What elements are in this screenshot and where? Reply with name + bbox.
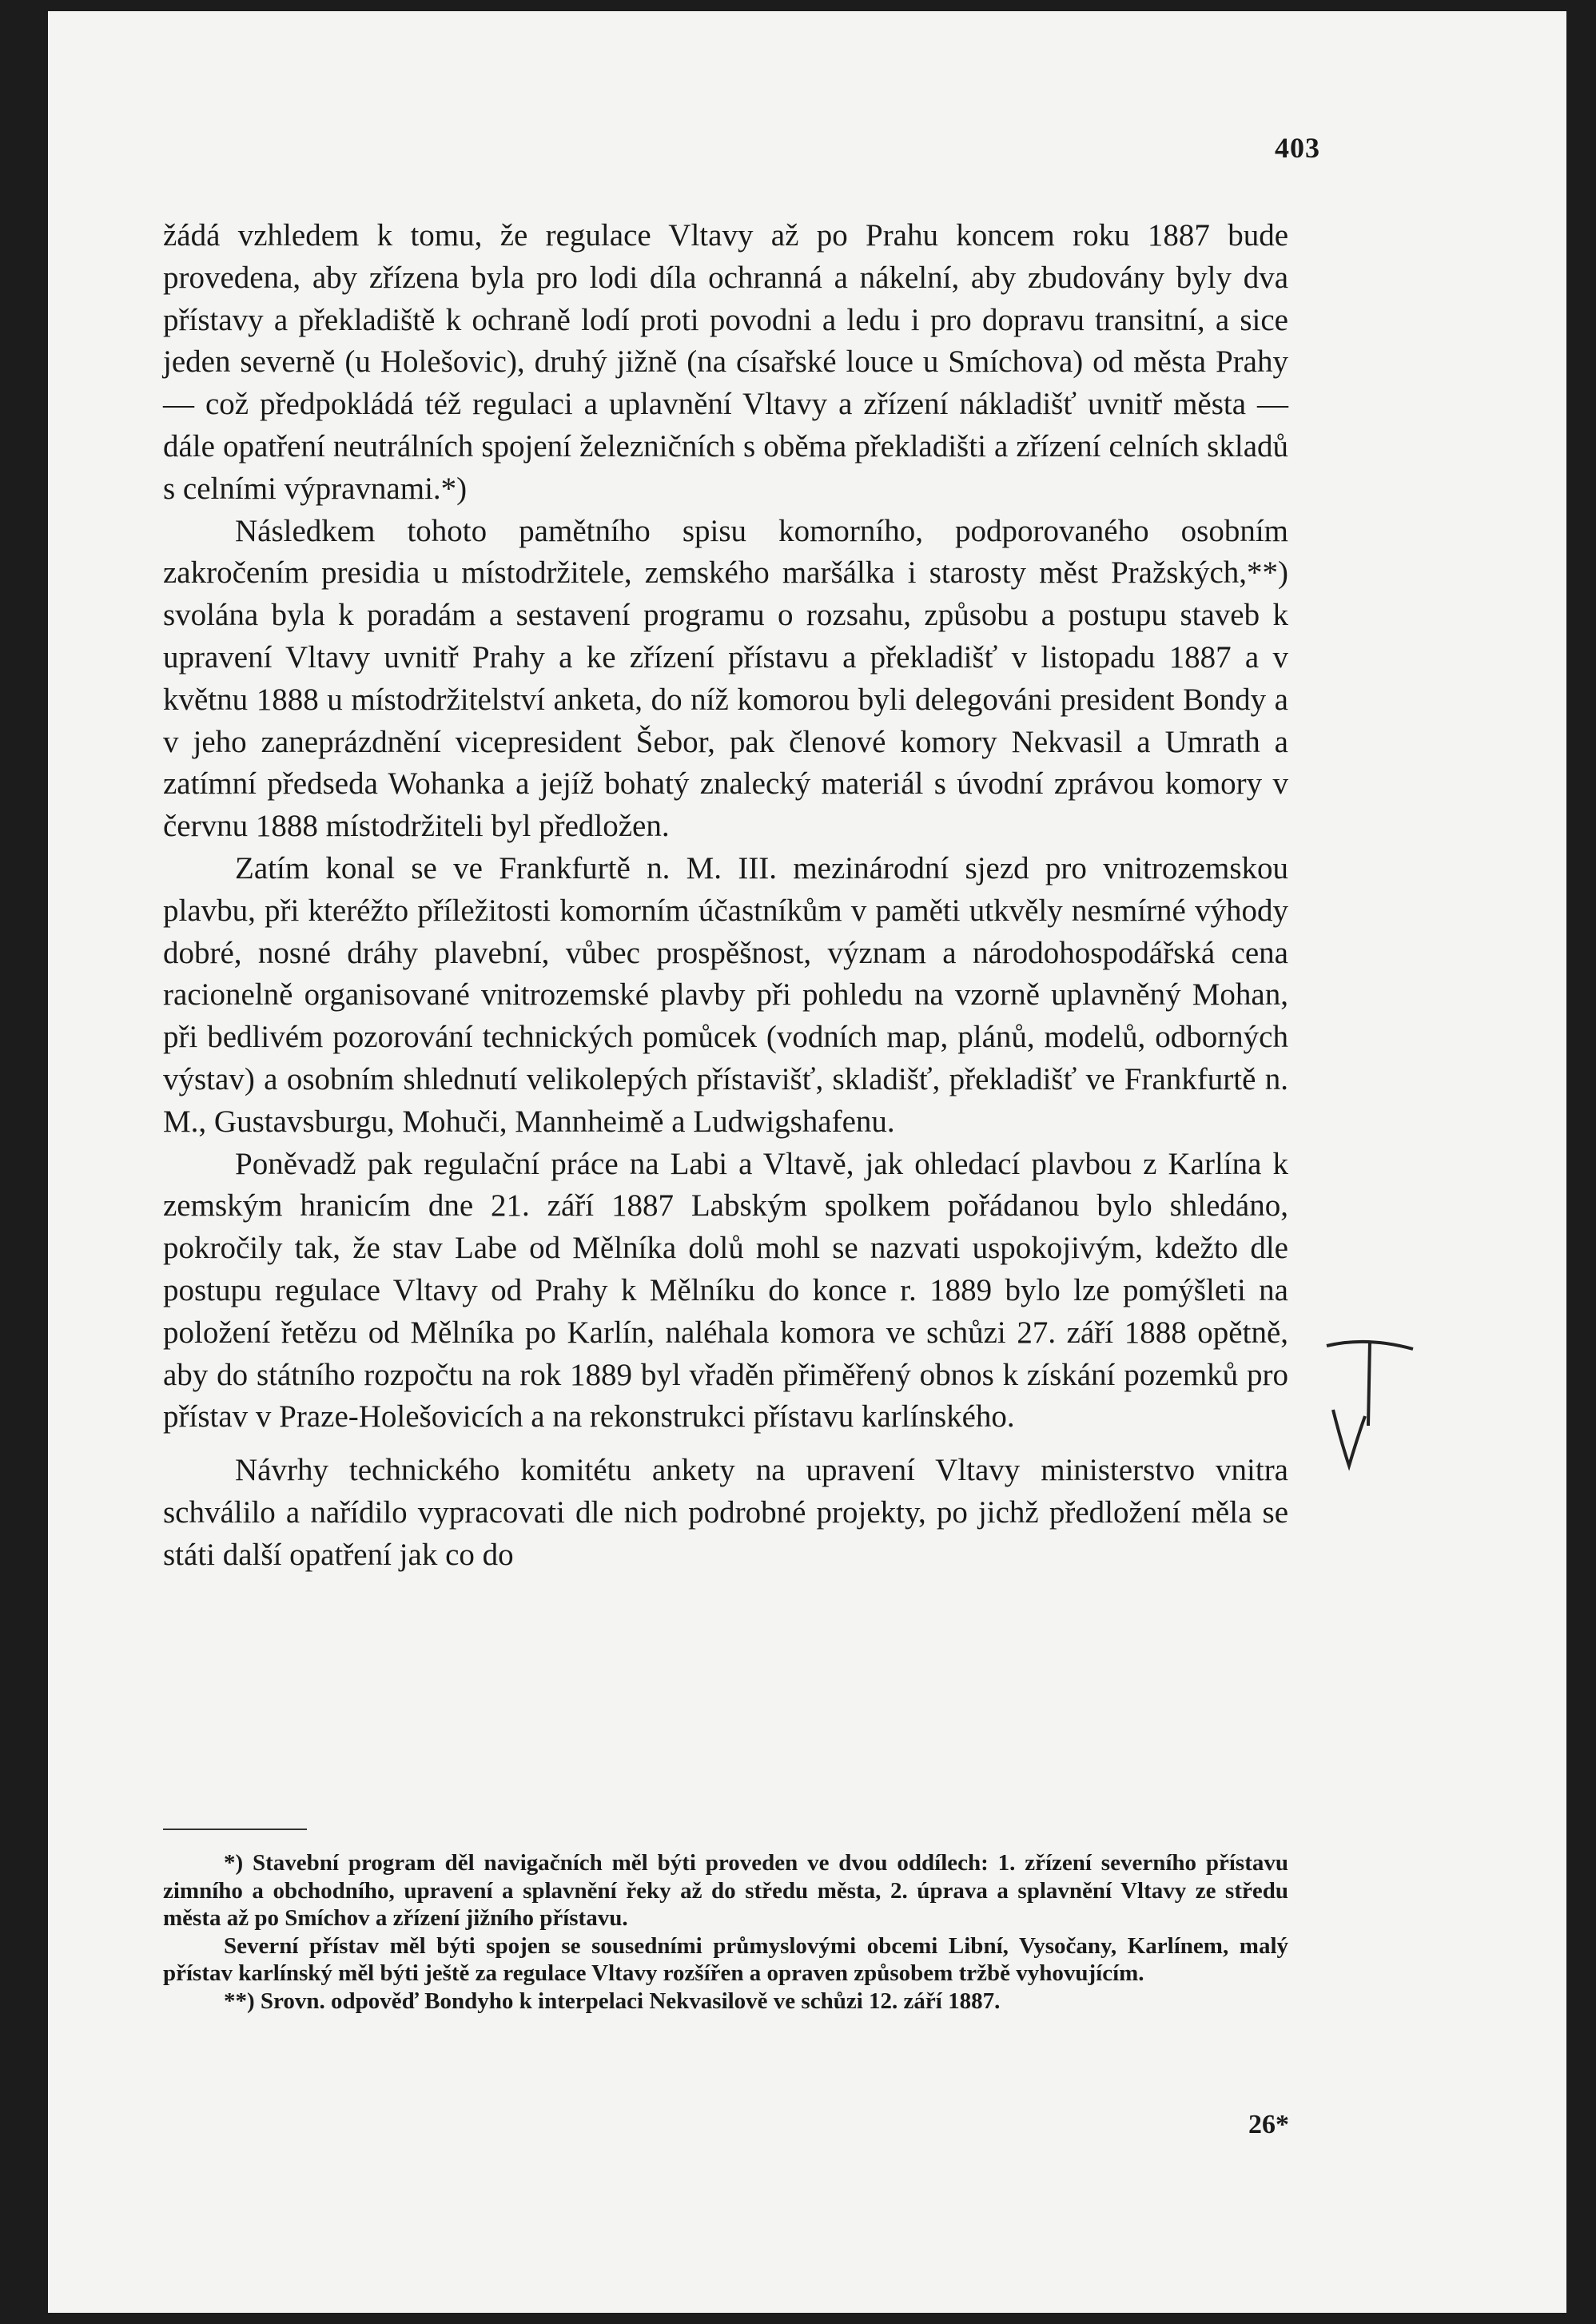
signature-mark: 26* (1248, 2110, 1289, 2139)
paragraph-4: Poněvadž pak regulační práce na Labi a Vltavě, jak ohledací plavbou z Karlína k zemským hranicím dne 21. září 1887 Labským spolkem pořádanou bylo shledáno, pokročily tak, že stav Labe od Mělníka dolů mohl se nazvati uspokojivým, kdežto dle postupu regulace Vltavy od Prahy k Mělníku do konce r. 1889 bylo lze pomýšleti na položení řetězu od Mělníka po Karlín, naléhala komora ve schůzi 27. září 1888 opětně, aby do státního rozpočtu na rok 1889 byl vřaděn přiměřený obnos k získání pozemků pro přístav v Praze-Holešovicích a na rekonstrukci přístavu karlínského. (163, 1146, 1288, 1435)
page-number: 403 (1275, 132, 1320, 164)
footnote-divider (163, 1829, 307, 1830)
document-page (48, 11, 1566, 2313)
paragraph-1: žádá vzhledem k tomu, že regulace Vltavy až po Prahu koncem roku 1887 bude provedena, aby zřízena byla pro lodi díla ochranná a nákelní, aby zbudovány byly dva přístavy a překladiště k ochraně lodí proti povodni a ledu i pro dopravu transitní, a sice jeden severně (u Holešovic), druhý jižně (na císařské louce u Smíchova) od města Prahy — což předpokládá též regulaci a uplavnění Vltavy a zřízení nákladišť uvnitř města — dále opatření neutrálních spojení železničních s oběma překladišti a zřízení celních skladů s celními výpravnami.*) (163, 218, 1288, 506)
paragraph-3: Zatím konal se ve Frankfurtě n. M. III. mezinárodní sjezd pro vnitrozemskou plavbu, při kteréžto příležitosti komorním účastníkům v paměti utkvěly nesmírné výhody dobré, nosné dráhy plavební, vůbec prospěšnost, význam a národohospodářská cena racionelně organisované vnitrozemské plavby při pohledu na vzorně uplavněný Mohan, při bedlivém pozorování technických pomůcek (vodních map, plánů, modelů, odborných výstav) a osobním shlednutí velikolepých přístavišť, skladišť, překladišť ve Frankfurtě n. M., Gustavsburgu, Mohuči, Mannheimě a Ludwigshafenu. (163, 850, 1288, 1139)
footnotes (163, 1849, 1288, 2015)
paragraph-5: Návrhy technického komitétu ankety na upravení Vltavy ministerstvo vnitra schválilo a nařídilo vypracovati dle nich podrobné projekty, po jichž předložení měla se státi další opatření jak co do (163, 1453, 1288, 1572)
paragraph-2: Následkem tohoto pamětního spisu komorního, podporovaného osobním zakročením presidia u místodržitele, zemského maršálka i starosty měst Pražských,**) svolána byla k poradám a sestavení programu o rozsahu, způsobu a postupu staveb k upravení Vltavy uvnitř Prahy a ke zřízení přístavu a překladišť v listopadu 1887 a v květnu 1888 u místodržitelství anketa, do níž komorou byli delegováni president Bondy a v jeho zaneprázdnění vicepresident Šebor, pak členové komory Nekvasil a Umrath a zatímní předseda Wohanka a jejíž bohatý znalecký materiál s úvodní zprávou komory v červnu 1888 místodržiteli byl předložen. (163, 513, 1288, 844)
footnote-1: *) Stavební program děl navigačních měl býti proveden ve dvou oddílech: 1. zřízení severního přístavu zimního a obchodního, upravení a splavnění řeky až do středu města, 2. úprava a splavnění Vltavy ze středu města až po Smíchov a zřízení jižního přístavu. (163, 1850, 1288, 1931)
footnote-2: **) Srovn. odpověď Bondyho k interpelaci Nekvasilově ve schůzi 12. září 1887. (224, 1988, 1001, 2014)
body-text (163, 215, 1288, 1577)
footnote-1-continued: Severní přístav měl býti spojen se sousedními průmyslovými obcemi Libní, Vysočany, Karlínem, malý přístav karlínský měl býti ještě za regulace Vltavy rozšířen a opraven způsobem tržbě vyhovujícím. (163, 1932, 1288, 1986)
handwritten-arrow-mark (1319, 1330, 1431, 1474)
